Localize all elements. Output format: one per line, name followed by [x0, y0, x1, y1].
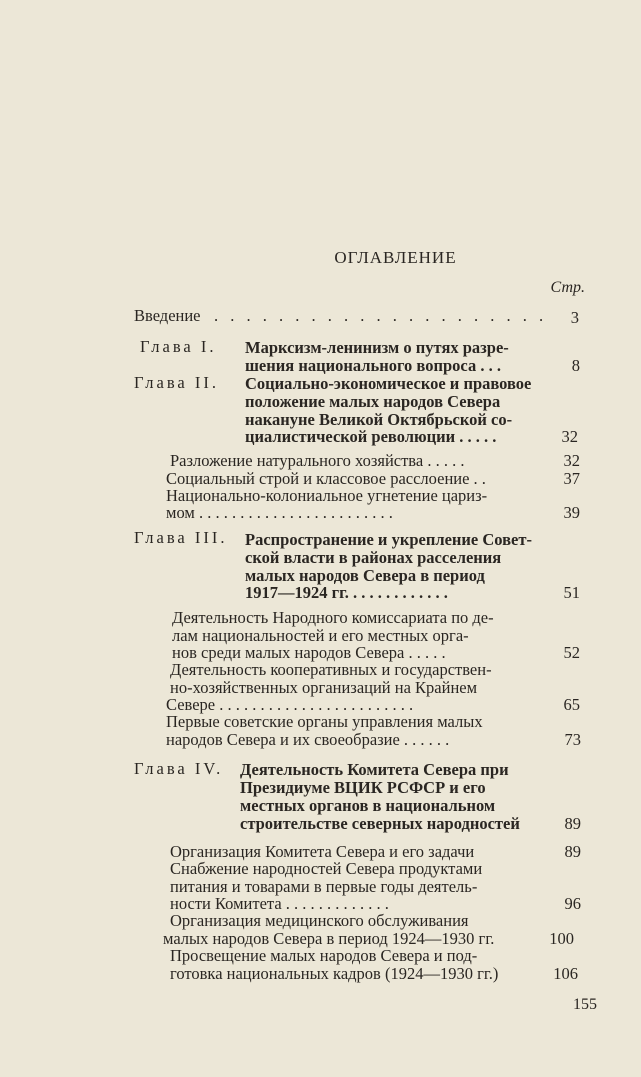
toc-chapter-line: Распространение и укрепление Совет-	[245, 530, 532, 549]
toc-section-page: 89	[564, 842, 581, 861]
toc-section-page: 96	[564, 894, 581, 913]
toc-chapter-line: Социально-экономическое и правовое	[245, 374, 532, 393]
toc-chapter-label: Глава I.	[140, 337, 217, 356]
toc-section-line: Севере . . . . . . . . . . . . . . . . . . . . . . . .	[166, 695, 414, 714]
toc-chapter-line: положение малых народов Севера	[245, 392, 501, 411]
toc-section-line: Снабжение народностей Севера продуктами	[170, 859, 483, 878]
toc-chapter-line: 1917—1924 гг. . . . . . . . . . . . .	[245, 583, 448, 602]
toc-section-line: но-хозяйственных организаций на Крайнем	[170, 678, 478, 697]
toc-section-page: 37	[563, 469, 580, 488]
toc-chapter-label: Глава IV.	[134, 759, 224, 778]
toc-section-line: Разложение натурального хозяйства . . . . .	[170, 451, 465, 470]
toc-section-line: Организация Комитета Севера и его задачи	[170, 842, 475, 861]
toc-section-line: малых народов Севера в период 1924—1930 гг.	[163, 929, 495, 948]
toc-chapter-line: накануне Великой Октябрьской со-	[245, 410, 513, 429]
toc-chapter-label: Глава II.	[134, 373, 219, 392]
toc-chapter-line: Президиуме ВЦИК РСФСР и его	[240, 778, 486, 797]
toc-chapter-line: малых народов Севера в период	[245, 566, 485, 585]
toc-chapter-line: строительстве северных народностей	[240, 814, 520, 833]
page-title: ОГЛАВЛЕНИЕ	[334, 248, 457, 267]
page-column-label: Стр.	[550, 279, 585, 296]
toc-section-page: 39	[563, 503, 580, 522]
toc-chapter-line: циалистической революции . . . . .	[245, 427, 497, 446]
toc-section-page: 100	[549, 929, 574, 948]
toc-chapter-line: Деятельность Комитета Севера при	[240, 760, 509, 779]
toc-section-page: 32	[563, 451, 580, 470]
toc-section-page: 106	[553, 964, 578, 983]
toc-intro-leader: . . . . . . . . . . . . . . . . . . . . .	[214, 306, 548, 325]
toc-chapter-line: шения национального вопроса . . .	[245, 356, 501, 375]
toc-section-line: нов среди малых народов Севера . . . . .	[172, 643, 446, 662]
toc-section-line: Организация медицинского обслуживания	[170, 911, 469, 930]
toc-section-line: Деятельность кооперативных и государствен-	[170, 660, 492, 679]
toc-section-line: питания и товарами в первые годы деятель-	[170, 877, 478, 896]
toc-chapter-label: Глава III.	[134, 528, 228, 547]
toc-intro-page: 3	[570, 308, 579, 327]
toc-section-page: 73	[564, 730, 581, 749]
toc-section-page: 52	[563, 643, 580, 662]
toc-chapter-page: 32	[561, 427, 578, 446]
toc-chapter-line: ской власти в районах расселения	[245, 548, 502, 567]
toc-section-page: 65	[563, 695, 580, 714]
toc-chapter-page: 8	[571, 356, 580, 375]
toc-section-line: мом . . . . . . . . . . . . . . . . . . . . . . . .	[166, 503, 393, 522]
toc-chapter-line: Марксизм-ленинизм о путях разре-	[245, 338, 509, 357]
toc-section-line: готовка национальных кадров (1924—1930 гг.)	[170, 964, 499, 983]
toc-section-line: ности Комитета . . . . . . . . . . . . .	[170, 894, 389, 913]
toc-chapter-line: местных органов в национальном	[240, 796, 496, 815]
page-number: 155	[573, 996, 597, 1013]
toc-section-line: народов Севера и их своеобразие . . . . . .	[166, 730, 450, 749]
toc-intro-title: Введение	[134, 306, 201, 325]
toc-section-line: Социальный строй и классовое расслоение . .	[166, 469, 486, 488]
toc-section-line: Просвещение малых народов Севера и под-	[170, 946, 478, 965]
toc-chapter-page: 89	[564, 814, 581, 833]
toc-section-line: лам национальностей и его местных орга-	[172, 626, 469, 645]
toc-section-line: Первые советские органы управления малых	[166, 712, 483, 731]
toc-section-line: Деятельность Народного комиссариата по де-	[172, 608, 494, 627]
toc-section-line: Национально-колониальное угнетение цариз-	[166, 486, 488, 505]
toc-chapter-page: 51	[563, 583, 580, 602]
